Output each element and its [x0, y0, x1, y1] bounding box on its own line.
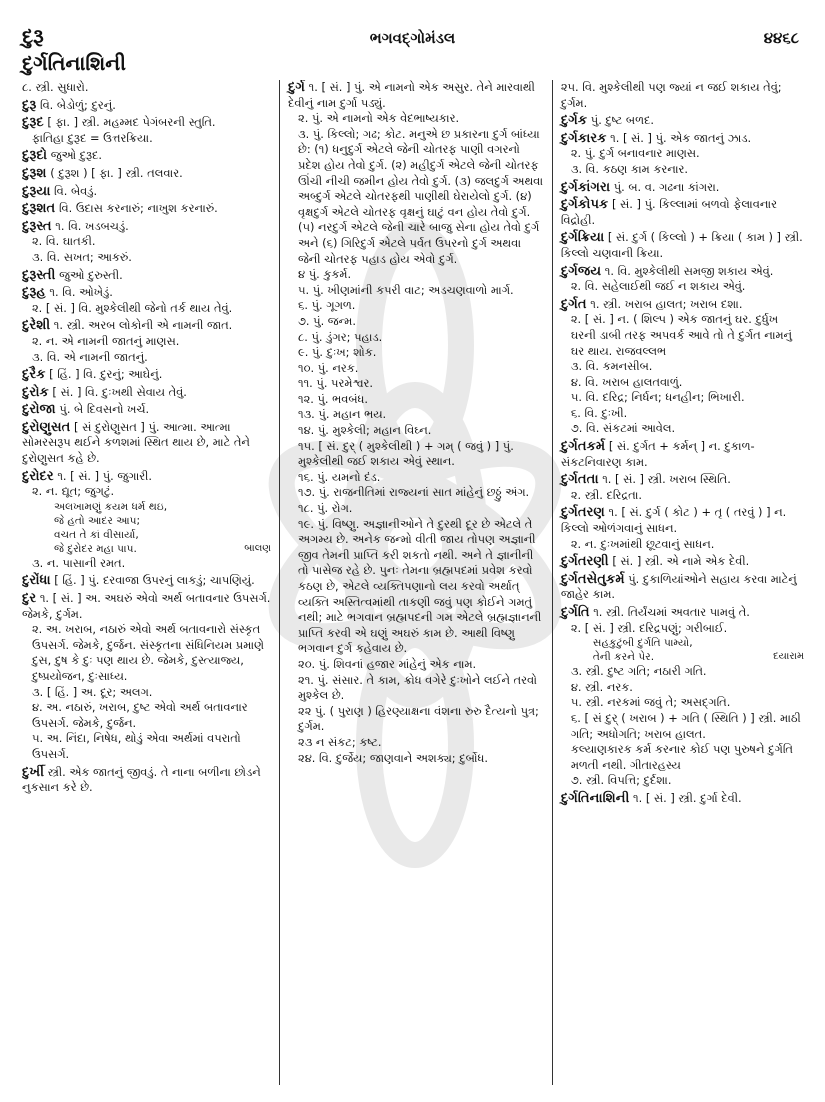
dictionary-entry: [22, 201, 271, 217]
entry-text: ૧૫. [ સં. દુર્ ( મુશ્કેલીથી ) + ગમ્ ( જવું ) ] પું. મુશ્કેલીથી જઈ શકાય એવું સ્થાન.: [298, 438, 514, 469]
entry-sense: [288, 470, 544, 486]
entry-definition: [22, 148, 271, 164]
entry-text: ૪. સ્ત્રી. નરક.: [570, 679, 633, 694]
entry-headword: દુરૂ: [22, 97, 37, 113]
entry-text: [ સં. દુર્ગત + કર્મન્ ] ન. દુકાળ-સંકટનિવારણ કામ.: [560, 439, 755, 469]
entry-text: ૫. પું. ખીણમાંની કપરી વાટ; અડચણવાળો માર્ગ.: [298, 282, 514, 297]
quotation-line: [561, 636, 804, 650]
entry-headword: દુરેશી: [22, 318, 51, 334]
entry-headword: દુર્ગતસેતુકર્મ: [560, 571, 625, 587]
entry-text: ૨. સ્ત્રી. દરિદ્રતા.: [570, 487, 643, 502]
entry-text: ૬. [ સં દુર્ ( ખરાબ ) + ગતિ ( સ્થિતિ ) ] સ્ત્રી. માઠી ગતિ; અધોગતિ; ખરાબ હાલત.: [570, 710, 801, 741]
entry-definition: [561, 554, 804, 570]
entry-text: ૧૦. પું. નરક.: [298, 360, 359, 375]
entry-definition: [22, 166, 271, 182]
entry-sense: [561, 312, 804, 359]
entry-text: ૨૪. વિ. દુર્જેય; જાણવાને અશક્ય; દુર્બોધ.: [298, 750, 488, 765]
dictionary-entry: [561, 264, 804, 295]
dictionary-entry: [22, 285, 271, 316]
entry-sense: [288, 314, 544, 330]
entry-sense: [22, 685, 271, 701]
entry-sense: [561, 621, 804, 637]
entry-text: ૭. સ્ત્રી. વિપત્તિ; દુર્દશા.: [570, 773, 672, 788]
entry-text: ૧૨. પું. ભવબંધ.: [298, 391, 368, 406]
entry-headword: દુર્ગક્રિયા: [560, 230, 605, 246]
dictionary-entry: [22, 591, 271, 763]
entry-text: ૨. વિ. સહેલાઈથી જઈ ન શકાય એવું.: [570, 279, 746, 294]
entry-text: ૧૭. પું. રાજનીતિમાં રાજ્યનાં સાત માંહેનું છઠ્ઠું અંગ.: [298, 485, 530, 500]
entry-text: ૨. વિ. ઘાતકી.: [32, 234, 96, 249]
entry-sense: [22, 731, 271, 762]
guide-word-top: દુરૂ: [22, 24, 44, 48]
quotation-source: દયારામ: [773, 651, 805, 663]
entry-definition: [22, 268, 271, 284]
quotation-text: તેની કરને પેર.: [592, 651, 655, 664]
dictionary-entry: [561, 554, 804, 570]
entry-sense: [22, 250, 271, 266]
entry-definition: [561, 439, 804, 470]
entry-text: ૨. ન. દુઃખમાંથી છૂટવાનું સાધન.: [570, 536, 715, 551]
entry-headword: દુર્ગક: [560, 113, 588, 129]
entry-sense: [561, 488, 804, 504]
entry-text: ૩. વિ. કઠણ કામ કરનાર.: [570, 161, 689, 176]
entry-headword: દુરૂશ: [22, 165, 47, 181]
entry-text: ૫. સ્ત્રી. નરકમાં જવું તે; અસદ્ગતિ.: [570, 695, 731, 710]
entry-headword: દુર્ગતતા: [560, 472, 599, 488]
entry-definition: [22, 201, 271, 217]
entry-definition: [561, 180, 804, 196]
quotation-line: [561, 650, 804, 664]
entry-definition: [22, 318, 271, 334]
entry-text: ૨. [ સં. ] વિ. મુશ્કેલીથી જેનો તર્ક થાય તેવું.: [32, 300, 233, 315]
entry-definition: [561, 113, 804, 129]
quotation-text: અલખામણું કયમ ધર્મ થઇ,: [54, 500, 168, 513]
dictionary-entry: [561, 439, 804, 470]
entry-text: ૭. વિ. સંકટમાં આવેલ.: [570, 421, 676, 436]
entry-text: ૧. [ સં. ] પું. એ નામનો એક અસુર. તેને મારવાથી દેવીનું નામ દુર્ગા પડ્યું.: [288, 80, 535, 110]
entry-definition: [22, 184, 271, 200]
entry-text: ૧. વિ. ખડબચડું.: [55, 218, 129, 233]
entry-definition: [561, 472, 804, 488]
entry-definition: [288, 80, 544, 111]
quotation-text: વચત તે કાં વીસાર્યા,: [54, 528, 139, 541]
dictionary-entry: [561, 113, 804, 129]
entry-sense: [561, 390, 804, 406]
entry-text: જુઓ દુરૂદ.: [50, 148, 102, 163]
dictionary-entry: [22, 80, 271, 96]
entry-sense: [561, 680, 804, 696]
entry-text: ફાતિહા દુરૂદ = ઉત્તરક્રિયા.: [32, 130, 153, 145]
dictionary-entry: [561, 605, 804, 789]
dictionary-entry: [22, 402, 271, 418]
entry-text: ૧. [ સં. ] સ્ત્રી. દુર્ગા દેવી.: [633, 790, 742, 805]
entry-sense: [288, 673, 544, 704]
dictionary-entry: [22, 420, 271, 467]
dictionary-entry: [22, 318, 271, 365]
entry-headword: દુરોજા: [22, 402, 56, 418]
quotation-line: [22, 500, 271, 514]
dictionary-entry: [561, 80, 804, 111]
entry-sense: [22, 131, 271, 147]
dictionary-entry: [22, 469, 271, 572]
entry-sense: [288, 283, 544, 299]
entry-sense: [561, 359, 804, 375]
entry-text: [ સં. ] સ્ત્રી. એ નામે એક દેવી.: [612, 554, 750, 569]
entry-text: [ સં. ] પું. કિલ્લામાં બળવો ફેલાવનાર વિદ્રોહી.: [560, 197, 777, 227]
entry-text: ૧. સ્ત્રી. તિર્યંચમાં અવતાર પામવું તે.: [593, 605, 750, 619]
entry-sense: [288, 751, 544, 767]
column-2: [279, 80, 552, 1085]
entry-sense: [561, 162, 804, 178]
entry-text: [ ફા. ] સ્ત્રી. મહમ્મદ પેગંબરની સ્તુતિ.: [47, 115, 216, 130]
entry-headword: દુરોંધા: [22, 573, 51, 589]
dictionary-entry: [561, 230, 804, 261]
dictionary-entry: [22, 219, 271, 266]
entry-definition: [561, 131, 804, 147]
entry-text: [ હિં. ] વિ. દુરનું; આઘેનું.: [49, 367, 163, 382]
entry-headword: દુર્ગતિ: [560, 605, 590, 620]
column-1: [22, 80, 279, 1085]
column-3: [552, 80, 804, 1085]
entry-sense: [288, 704, 544, 735]
entry-headword: દુર્ગતિનાશિની: [560, 790, 630, 806]
entry-text: ૧. વિ. ઓખેડું.: [49, 285, 113, 300]
entry-headword: દુરૂયા: [22, 183, 51, 199]
entry-sense: [288, 267, 544, 283]
entry-text: પું. દુકાળિયાંઓને સહાય કરવા માટેનું જાહેર કામ.: [560, 571, 797, 602]
entry-text: ૧. સ્ત્રી. ખરાબ હાલત; ખરાબ દશા.: [590, 296, 743, 311]
entry-text: વિ. બેવડું.: [54, 183, 98, 198]
entry-sense: [22, 234, 271, 250]
entry-text: ૩. વિ. કમનસીબ.: [570, 359, 653, 374]
entry-text: ૨. ન. દ્યૂત; જુગટું.: [32, 484, 115, 499]
entry-sense: [561, 279, 804, 295]
entry-text: ૧. વિ. મુશ્કેલીથી સમજી શકાય એવું.: [604, 263, 774, 278]
entry-definition: [22, 80, 271, 96]
dictionary-entry: [22, 184, 271, 200]
dictionary-entry: [561, 197, 804, 228]
entry-headword: દુર્ગકાંગરા: [560, 179, 611, 195]
entry-text: ૨. પું. દુર્ગ બનાવનાર માણસ.: [570, 146, 700, 161]
entry-sense: [288, 657, 544, 673]
running-title: ભગવદ્ગોમંડલ: [369, 29, 456, 47]
entry-headword: દુરોદર: [22, 468, 54, 484]
entry-headword: દુરૈક: [22, 367, 46, 383]
entry-text: ૬. પું. ગૂગળ.: [298, 298, 356, 313]
entry-headword: દુરોણુસત: [22, 419, 71, 435]
entry-sense: [288, 517, 544, 657]
entry-sense: [288, 127, 544, 267]
entry-text: જુઓ દુરુસ્તી.: [59, 267, 123, 282]
entry-sense: [561, 773, 804, 789]
entry-sense: [288, 376, 544, 392]
dictionary-entry: [22, 148, 271, 164]
entry-sense: [561, 664, 804, 680]
entry-text: ૨. પું. એ નામનો એક વેદભાષ્યકાર.: [298, 111, 460, 126]
entry-sense: [22, 334, 271, 350]
dictionary-entry: [561, 180, 804, 196]
entry-sense: [22, 556, 271, 572]
entry-definition: [22, 367, 271, 383]
entry-text: ૧૩. પું. મહાન ભય.: [298, 407, 387, 422]
entry-text: ૨. [ સં. ] સ્ત્રી. દરિદ્રપણું; ગરીબાઈ.: [570, 620, 728, 635]
entry-headword: દુરૂદો: [22, 148, 48, 164]
entry-sense: [288, 501, 544, 517]
entry-text: ૪. વિ. ખરાબ હાલતવાળું.: [570, 374, 683, 389]
dictionary-entry: [561, 505, 804, 552]
entry-sense: [561, 742, 804, 773]
entry-text: ૩. પું. કિલ્લો; ગઢ; કોટ. મનુએ છ પ્રકારના દુર્ગ બાંધ્યા છે: (૧) ધનુદુર્ગ એટલે જેની ચોતરફ પાણી વગરનો પ્રદેશ હોય તેવો દુર્ગ. (૨) મહીદુર્ગ એટલે જેની ચોતરફ ઊંચી નીચી જમીન હોય તેવો દુર્ગ. (૩) જલદુર્ગ અથવા અબ્દુર્ગ એટલે ચોતરફથી પાણીથી ઘેરાયેલો દુર્ગ. (૪) વૃક્ષદુર્ગ એટલે ચોતરફ વૃક્ષનું ઘાટું વન હોય તેવો દુર્ગ. (૫) નરદુર્ગ એટલે જેની ચારે બાજુ સેના હોય તેવો દુર્ગ અને (૬) ગિરિદુર્ગ એટલે પર્વત ઉપરનો દુર્ગ અથવા જેની ચોતરફ પહાડ હોય એવો દુર્ગ.: [298, 126, 544, 266]
entry-text: ૭. પું. જન્મ.: [298, 313, 356, 328]
entry-definition: [561, 605, 804, 621]
entry-definition: [22, 573, 271, 589]
entry-sense: [288, 485, 544, 501]
entry-sense: [288, 361, 544, 377]
entry-sense: [288, 345, 544, 361]
dictionary-entry: [22, 98, 271, 114]
entry-text: ૧૧. પું. પરમેશ્વર.: [298, 376, 373, 391]
entry-text: ૨. અ. ખરાબ, નઠારું એવો અર્થ બતાવનારો સંસ્કૃત ઉપસર્ગ. જેમકે, દુર્જન. સંસ્કૃતના સંધિનિયમ પ્રમાણે દુસ, દુષ કે દુઃ પણ થાય છે. જેમકે, દુસ્ત્યાજ્ય, દુષ્પ્રયોજન, દુઃસાધ્ય.: [32, 622, 264, 683]
guide-word-bottom: દુર્ગતિનાશિની: [22, 51, 126, 75]
quotation-line: [22, 528, 271, 542]
entry-sense: [561, 421, 804, 437]
page-number: ૪૪૬૮: [763, 29, 799, 47]
entry-headword: દુર્ખી: [22, 764, 44, 780]
entry-text: પું. બ. વ. ગઢના કાંગરા.: [613, 179, 720, 194]
entry-definition: [561, 572, 804, 603]
quotation-line: [22, 542, 271, 556]
entry-sense: [22, 350, 271, 366]
entry-text: ૪. અ. નઠારું, ખરાબ, દુષ્ટ એવો અર્થ બતાવનાર ઉપસર્ગ. જેમકે, દુર્જન.: [32, 700, 248, 730]
entry-definition: [561, 80, 804, 111]
dictionary-entry: [561, 297, 804, 437]
entry-text: ૫. વિ. દરિદ્ર; નિર્ધન; ધનહીન; ભિખારી.: [570, 390, 745, 405]
entry-text: ૧૮. પું. રોગ.: [298, 501, 353, 516]
entry-headword: દુર્ગકારક: [560, 130, 607, 146]
entry-text: ૨૩ ન સંકટ; કષ્ટ.: [298, 734, 382, 749]
entry-sense: [288, 111, 544, 127]
entry-definition: [22, 98, 271, 114]
dictionary-entry: [288, 80, 544, 766]
entry-sense: [288, 407, 544, 423]
entry-definition: [22, 420, 271, 467]
entry-sense: [561, 537, 804, 553]
entry-text: [ સં. દુર્ગ ( કિલ્લો ) + ક્રિયા ( કામ ) ] સ્ત્રી. કિલ્લો ચણવાની ક્રિયા.: [560, 230, 803, 260]
entry-text: ૩. ન. પાસાની રમત.: [32, 555, 126, 570]
entry-sense: [22, 484, 271, 500]
entry-text: [ સં દુરોણુસત ] પું. આત્મા. આત્મા સોમરસરૂપ થઈને કળશમાં સ્થિત થાય છે, માટે તેને દુરોણુસત કહે છે.: [22, 419, 250, 466]
dictionary-entry: [561, 131, 804, 178]
entry-headword: દુર્ગજય: [560, 263, 602, 279]
entry-sense: [22, 700, 271, 731]
entry-sense: [288, 392, 544, 408]
entry-text: ૩. વિ. એ નામની જાતનું.: [32, 349, 148, 364]
entry-headword: દુર્ગતરણ: [560, 505, 605, 521]
entry-text: ૧. [ સં. ] પું. જુગારી.: [57, 468, 153, 483]
entry-text: ૪ પું. કુકર્મ.: [298, 267, 352, 282]
entry-definition: [22, 385, 271, 401]
entry-definition: [561, 230, 804, 261]
dictionary-entry: [561, 572, 804, 603]
entry-sense: [288, 423, 544, 439]
entry-headword: દુરૂહ: [22, 285, 46, 301]
entry-sense: [288, 330, 544, 346]
entry-text: ૩. વિ. સખત; આકરું.: [32, 249, 132, 264]
dictionary-entry: [22, 385, 271, 401]
dictionary-entry: [22, 115, 271, 146]
entry-text: પું. દુષ્ટ બળદ.: [590, 113, 654, 128]
entry-text: ૧૪. પું. મુશ્કેલી; મહાન વિઘ્ન.: [298, 423, 432, 438]
entry-sense: [288, 735, 544, 751]
entry-sense: [22, 622, 271, 684]
entry-definition: [561, 264, 804, 280]
entry-text: ૧. [ સં. ] અ. અઘરું એવો અર્થ બતાવનાર ઉપસર્ગ. જેમકે, દુર્ગમ.: [22, 591, 271, 621]
dictionary-entry: [22, 765, 271, 796]
entry-text: પું. બે દિવસનો ખર્ચ.: [59, 402, 150, 417]
dictionary-entry: [22, 268, 271, 284]
dictionary-entry: [22, 573, 271, 589]
entry-text: ૯. પું. દુઃખ; શોક.: [298, 345, 377, 360]
entry-sense: [561, 146, 804, 162]
quotation-text: જે દુરોદર મહા પાપ.: [54, 542, 137, 555]
entry-text: ૧. [ સં. ] સ્ત્રી. ખરાબ સ્થિતિ.: [602, 472, 731, 487]
entry-text: ૩. [ હિં. ] અ. દૂર; અલગ.: [32, 684, 153, 699]
page-header: [22, 24, 803, 56]
entry-headword: દુર્ગત: [560, 296, 587, 312]
entry-text: [ હિં. ] પું. દરવાજા ઉપરનું લાકડું; ચાપણિયું.: [54, 573, 255, 588]
entry-text: વિ. બેડોળું; દુરનું.: [40, 97, 116, 112]
entry-definition: [22, 115, 271, 131]
entry-text: [ સં. ] વિ. દુઃખથી સેવાય તેવું.: [52, 384, 187, 399]
entry-headword: દુરૂસ્તી: [22, 267, 56, 283]
entry-text: ૧. સ્ત્રી. અરબ લોકોની એ નામની જાત.: [53, 318, 233, 333]
entry-sense: [561, 695, 804, 711]
entry-sense: [22, 301, 271, 317]
entry-text: ૨૧. પું. સંસાર. તે કામ, ક્રોધ વગેરે દુઃખોને લઈને તરવો મુશ્કેલ છે.: [298, 672, 537, 703]
entry-text: ૨. [ સં. ] ન. ( શિલ્પ ) એક જાતનું ઘર. દુર્ધુખ ઘરની ડાબી તરફ અપવર્ક આવે તો તે દુર્ગત નામનું ઘર થાય. રાજવલ્લભ: [570, 312, 793, 358]
entry-headword: દુરોક: [22, 384, 49, 400]
entry-headword: દુર્ગ: [288, 80, 306, 95]
entry-definition: [561, 297, 804, 313]
entry-text: સ્ત્રી. એક જાતનું જીવડું. તે નાના બળીના છોડને નુકસાન કરે છે.: [22, 764, 261, 795]
entry-definition: [22, 469, 271, 485]
entry-sense: [561, 406, 804, 422]
entry-sense: [561, 711, 804, 742]
entry-text: ( દુરૂશ ) [ ફા. ] સ્ત્રી. તલવાર.: [50, 165, 183, 180]
entry-headword: દુરૂશત: [22, 201, 56, 217]
entry-text: કલ્યાણકારક કર્મ કરનાર કોઈ પણ પુરુષને દુર્ગતિ મળતી નથી. ગીતારહસ્ય: [570, 742, 793, 772]
entry-text: ૧૯. પું. વિષ્ણુ. અજ્ઞાનીઓને તે દુરથી દૂર છે એટલે તે અગમ્ય છે. અનેક જન્મો વીતી જાય તોપણ અજ્ઞાની જીવ તેમની પ્રાપ્તિ કરી શકતો નથી. અને તે જ્ઞાનીની તો પાસેજ રહે છે. પુનઃ તેમના બ્રહ્મપદમાં પ્રવેશ કરવો કઠણ છે, એટલે વ્યક્તિપણાનો લય કરવો અર્થાત્ વ્યક્તિ અસ્તિત્વમાંથી તાકણી જવું પણ કોઈને ગમતું નથી; માટે ભગવાન બ્રહ્મપદની ગમ એટલે બ્રહ્મજ્ઞાનની પ્રાપ્તિ કરવી એ ઘણું અઘરું કામ છે. આથી વિષ્ણુ ભગવાન દુર્ગ કહેવાય છે.: [298, 516, 542, 656]
entry-text: ૨૫. વિ. મુશ્કેલીથી પણ જ્યાં ન જઈ શકાય તેવું; દુર્ગમ.: [560, 80, 782, 110]
entry-text: ૩. સ્ત્રી. દુષ્ટ ગતિ; નઠારી ગતિ.: [570, 664, 707, 679]
entry-text: ૨. ન. એ નામની જાતનું માણસ.: [32, 333, 180, 348]
entry-text: વિ. ઉદાસ કરનારું; નાખુશ કરનારું.: [58, 201, 218, 216]
dictionary-entry: [22, 367, 271, 383]
entry-definition: [22, 402, 271, 418]
entry-text: ૨૨ પું. ( પુરાણ ) હિરણ્યાક્ષના વંશના રુરુ દૈત્યનો પુત્ર; દુર્ગમ.: [298, 703, 539, 734]
entry-definition: [22, 285, 271, 301]
entry-headword: દુર્ગતકર્મ: [560, 439, 606, 455]
entry-headword: દુર્ગકોપક: [560, 197, 609, 213]
entry-definition: [22, 591, 271, 622]
entry-text: ૧. [ સં. ] પું. એક જાતનું ઝાડ.: [610, 130, 752, 145]
entry-headword: દુરૂસ્ત: [22, 218, 52, 234]
dictionary-columns: [22, 80, 804, 1085]
dictionary-entry: [561, 472, 804, 503]
entry-definition: [561, 505, 804, 536]
entry-text: ૧. [ સં. દુર્ગ ( કોટ ) + તૃ ( તરવું ) ] ન. કિલ્લો ઓળંગવાનું સાધન.: [560, 505, 787, 536]
entry-text: ૬. વિ. દુઃખી.: [570, 405, 628, 420]
entry-sense: [561, 375, 804, 391]
quotation-line: [22, 514, 271, 528]
entry-headword: દુરૂદ: [22, 115, 44, 131]
entry-text: ૧૬. પું. યમનો દંડ.: [298, 469, 381, 484]
entry-sense: [288, 298, 544, 314]
quotation-source: બાલણ: [244, 542, 272, 554]
entry-text: ૮. સ્ત્રી. સુધારો.: [22, 80, 89, 94]
entry-sense: [288, 439, 544, 470]
entry-text: ૨૦. પું. શિવનાં હજાર માંહેનું એક નામ.: [298, 656, 477, 671]
quotation-text: સહકુટુંબી દુર્ગતિ પામ્યો,: [592, 637, 693, 650]
entry-definition: [561, 197, 804, 228]
entry-definition: [22, 219, 271, 235]
entry-definition: [22, 765, 271, 796]
entry-text: ૫. અ. નિંદા, નિષેધ, થોડું એવા અર્થમાં વપરાતો ઉપસર્ગ.: [32, 731, 241, 761]
entry-headword: દુર્ગતરણી: [560, 554, 609, 570]
entry-definition: [561, 791, 804, 807]
entry-headword: દુર: [22, 591, 37, 607]
entry-text: ૮. પું. ડુંગર; પહાડ.: [298, 329, 383, 344]
dictionary-entry: [22, 166, 271, 182]
dictionary-entry: [561, 791, 804, 807]
quotation-text: જે હતો આદર આપ;: [54, 514, 141, 527]
